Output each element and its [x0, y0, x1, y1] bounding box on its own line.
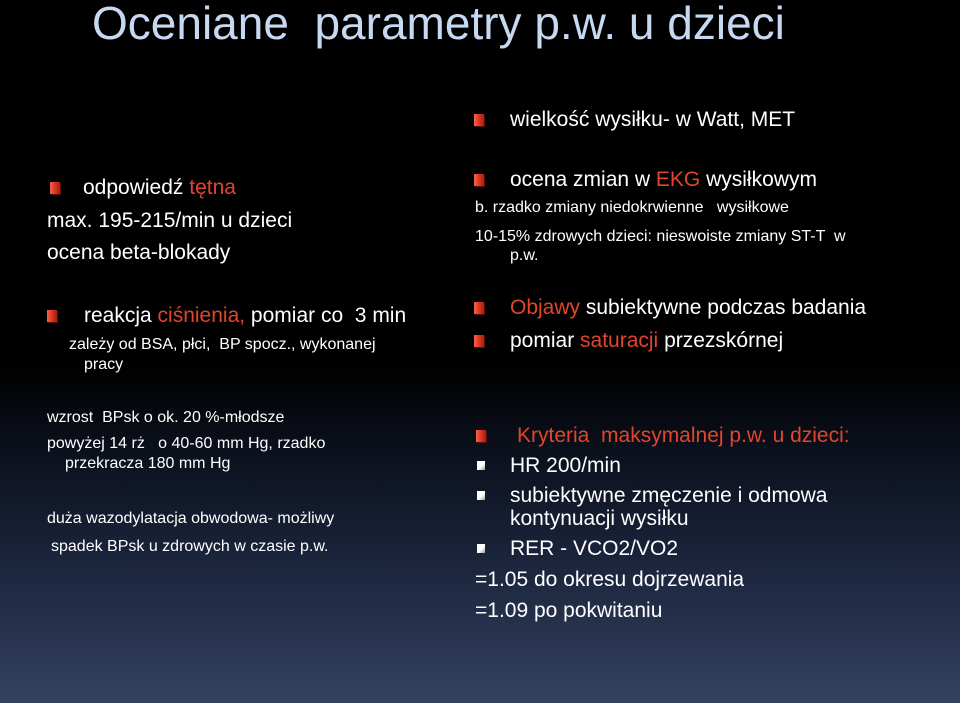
ecg-prefix: ocena zmian w — [510, 168, 656, 191]
red-square-bullet-icon — [474, 335, 484, 347]
red-square-bullet-icon — [474, 302, 484, 314]
criteria-item: RER - VCO2/VO2 — [510, 537, 679, 560]
blood-pressure-highlight: ciśnienia, — [157, 304, 246, 327]
symptoms-item — [510, 296, 866, 320]
rer-value: =1.09 po pokwitaniu — [475, 599, 663, 622]
blood-pressure-note: pracy — [84, 356, 124, 373]
blood-pressure-suffix: pomiar co 3 min — [245, 304, 407, 327]
systolic-note: wzrost BPsk o ok. 20 %-młodsze — [47, 409, 285, 426]
red-square-bullet-icon — [474, 174, 484, 186]
saturation-item — [510, 329, 783, 353]
ecg-highlight: EKG — [655, 168, 701, 191]
heart-rate-prefix: odpowiedź — [83, 176, 190, 199]
slide-title: Oceniane parametry p.w. u dzieci — [92, 0, 785, 49]
saturation-highlight: saturacji — [580, 329, 659, 352]
systolic-note: przekracza 180 mm Hg — [65, 455, 231, 472]
systolic-note: powyżej 14 rż o 40-60 mm Hg, rzadko — [47, 435, 326, 452]
white-square-bullet-icon — [477, 461, 485, 470]
red-square-bullet-icon — [47, 310, 57, 322]
white-square-bullet-icon — [477, 491, 485, 500]
ecg-note: b. rzadko zmiany niedokrwienne wysiłkowe — [475, 199, 789, 216]
rer-value: =1.05 do okresu dojrzewania — [475, 568, 745, 591]
ecg-suffix: wysiłkowym — [700, 168, 817, 191]
heart-rate-line: ocena beta-blokady — [47, 241, 231, 264]
blood-pressure-heading — [84, 304, 406, 328]
heart-rate-heading — [83, 176, 236, 200]
symptoms-highlight: Objawy — [510, 296, 581, 319]
criteria-item: subiektywne zmęczenie i odmowa — [510, 484, 828, 507]
vasodilation-note: duża wazodylatacja obwodowa- możliwy — [47, 510, 335, 527]
ecg-heading — [510, 168, 817, 192]
red-square-bullet-icon — [474, 114, 484, 126]
white-square-bullet-icon — [477, 544, 485, 553]
ecg-note: 10-15% zdrowych dzieci: nieswoiste zmiany ST-T w — [475, 228, 846, 245]
blood-pressure-prefix: reakcja — [84, 304, 158, 327]
criteria-heading: Kryteria maksymalnej p.w. u dzieci: — [517, 424, 850, 447]
blood-pressure-note: zależy od BSA, płci, BP spocz., wykonanej — [69, 336, 376, 353]
criteria-item: HR 200/min — [510, 454, 621, 477]
heart-rate-highlight: tętna — [189, 176, 236, 199]
vasodilation-note: spadek BPsk u zdrowych w czasie p.w. — [51, 538, 329, 555]
saturation-prefix: pomiar — [510, 329, 581, 352]
ecg-note: p.w. — [510, 247, 539, 264]
symptoms-suffix: subiektywne podczas badania — [580, 296, 867, 319]
red-square-bullet-icon — [476, 430, 486, 442]
saturation-suffix: przezskórnej — [658, 329, 784, 352]
red-square-bullet-icon — [50, 182, 60, 194]
criteria-item-continuation: kontynuacji wysiłku — [510, 507, 689, 530]
workload-item: wielkość wysiłku- w Watt, MET — [510, 108, 796, 131]
heart-rate-line: max. 195-215/min u dzieci — [47, 209, 293, 232]
